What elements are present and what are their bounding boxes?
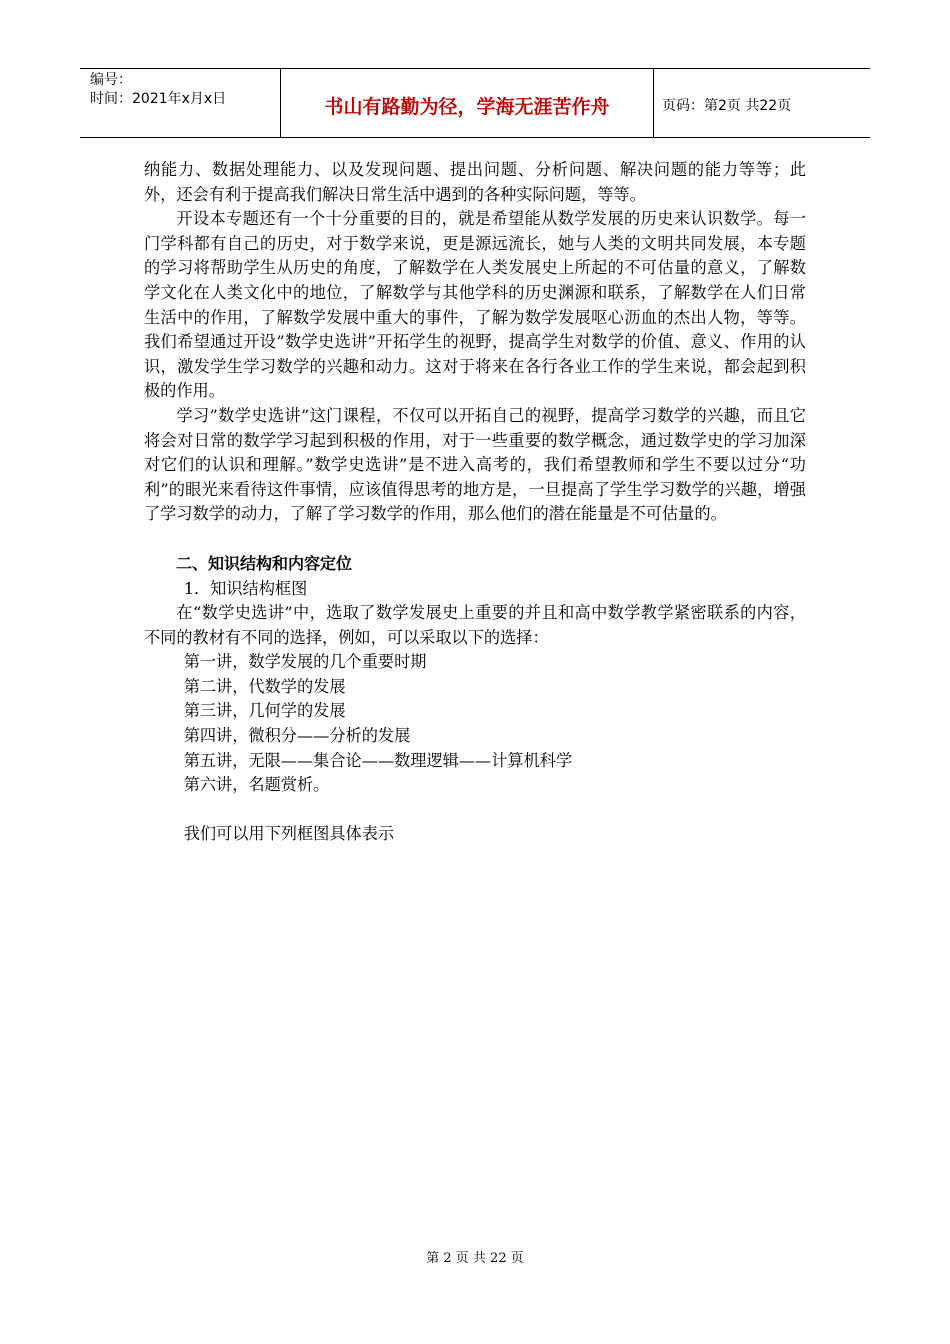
page-header <box>80 68 870 138</box>
lecture-item-1: 第一讲，数学发展的几个重要时期 <box>183 652 427 672</box>
subsection-heading: 1．知识结构框图 <box>183 578 308 598</box>
paragraph-1: 纳能力、数据处理能力、以及发现问题、提出问题、分析问题、解决问题的能力等等；此外，还会有利于提高我们解决日常生活中遇到的各种实际问题，等等。 <box>144 160 806 204</box>
document-body <box>144 158 806 847</box>
closing-line: 我们可以用下列框图具体表示 <box>183 824 395 844</box>
lecture-item-3: 第三讲，几何学的发展 <box>183 701 346 721</box>
lecture-item-5: 第五讲，无限——集合论——数理逻辑——计算机科学 <box>183 750 573 770</box>
section-heading: 二、知识结构和内容定位 <box>176 553 353 573</box>
lecture-item-4: 第四讲，微积分——分析的发展 <box>183 726 411 746</box>
paragraph-4: 在“数学史选讲”中，选取了数学发展史上重要的并且和高中数学教学紧密联系的内容，不同的教材有不同的选择，例如，可以采取以下的选择： <box>144 603 806 647</box>
header-page-info: 页码：第2页 共22页 <box>662 98 792 114</box>
lecture-item-6: 第六讲，名题赏析。 <box>183 775 330 795</box>
paragraph-2: 开设本专题还有一个十分重要的目的，就是希望能从数学发展的历史来认识数学。每一门学科都有自己的历史，对于数学来说，更是源远流长，她与人类的文明共同发展，本专题的学习将帮助学生从历史的角度，了解数学在人类发展史上所起的不可估量的意义，了解数学文化在人类文化中的地位，了解数学与其他学科的历史渊源和联系，了解数学在人们日常生活中的作用，了解数学发展中重大的事件，了解为数学发展呕心沥血的杰出人物，等等。我们希望通过开设”数学史选讲”开拓学生的视野，提高学生对数学的价值、意义、作用的认识，激发学生学习数学的兴趣和动力。这对于将来在各行各业工作的学生来说，都会起到积极的作用。 <box>144 209 806 401</box>
page-footer: 第 2 页 共 22 页 <box>426 1251 524 1266</box>
header-motto: 书山有路勤为径，学海无涯苦作舟 <box>281 69 654 137</box>
date-line: 时间：2021年x月x日 <box>90 91 227 107</box>
paragraph-3: 学习”数学史选讲”这门课程，不仅可以开拓自己的视野，提高学习数学的兴趣，而且它将会对日常的数学学习起到积极的作用，对于一些重要的数学概念，通过数学史的学习加深对它们的认识和理解。”数学史选讲”是不进入高考的，我们希望教师和学生不要以过分“功利”的眼光来看待这件事情，应该值得思考的地方是，一旦提高了学生学习数学的兴趣，增强了学习数学的动力，了解了学习数学的作用，那么他们的潜在能量是不可估量的。 <box>144 405 806 524</box>
number-label: 编号： <box>90 72 132 88</box>
lecture-item-2: 第二讲，代数学的发展 <box>183 676 346 696</box>
header-meta <box>80 69 281 137</box>
